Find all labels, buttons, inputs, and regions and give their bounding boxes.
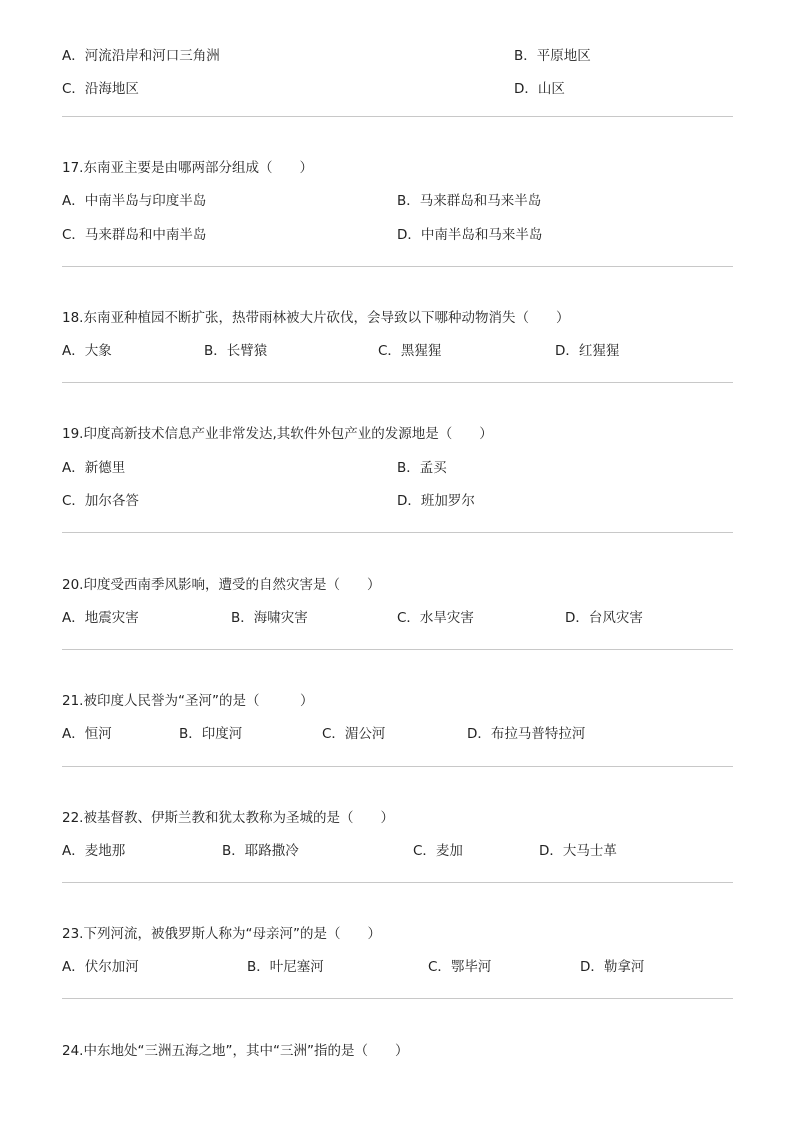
question-divider <box>62 532 733 533</box>
q17-option-a[interactable]: A．中南半岛与印度半岛 <box>62 193 207 209</box>
q18-option-b[interactable]: B．长臂猿 <box>204 343 268 359</box>
q16-option-c[interactable]: C．沿海地区 <box>62 81 139 97</box>
question-divider <box>62 116 733 117</box>
q22-option-d[interactable]: D．大马士革 <box>539 843 617 859</box>
q22-stem: 22.被基督教、伊斯兰教和犹太教称为圣城的是（ ） <box>62 810 394 826</box>
q23-option-a[interactable]: A．伏尔加河 <box>62 959 139 975</box>
q21-option-c[interactable]: C．湄公河 <box>322 726 386 742</box>
q17-stem: 17.东南亚主要是由哪两部分组成（ ） <box>62 160 313 176</box>
q24-stem: 24.中东地处“三洲五海之地”，其中“三洲”指的是（ ） <box>62 1043 409 1059</box>
q22-option-c[interactable]: C．麦加 <box>413 843 463 859</box>
q22-option-b[interactable]: B．耶路撒冷 <box>222 843 299 859</box>
question-divider <box>62 766 733 767</box>
question-divider <box>62 266 733 267</box>
q20-option-a[interactable]: A．地震灾害 <box>62 610 139 626</box>
q18-option-a[interactable]: A．大象 <box>62 343 112 359</box>
q23-stem: 23.下列河流，被俄罗斯人称为“母亲河”的是（ ） <box>62 926 381 942</box>
q17-option-c[interactable]: C．马来群岛和中南半岛 <box>62 227 207 243</box>
q16-option-a[interactable]: A．河流沿岸和河口三角洲 <box>62 48 220 64</box>
q20-option-d[interactable]: D．台风灾害 <box>565 610 643 626</box>
q18-option-d[interactable]: D．红猩猩 <box>555 343 620 359</box>
q19-option-b[interactable]: B．孟买 <box>397 460 447 476</box>
q19-option-d[interactable]: D．班加罗尔 <box>397 493 475 509</box>
q18-option-c[interactable]: C．黑猩猩 <box>378 343 442 359</box>
question-divider <box>62 998 733 999</box>
q19-stem: 19.印度高新技术信息产业非常发达,其软件外包产业的发源地是（ ） <box>62 426 493 442</box>
q21-option-a[interactable]: A．恒河 <box>62 726 112 742</box>
q19-option-a[interactable]: A．新德里 <box>62 460 126 476</box>
question-divider <box>62 649 733 650</box>
q20-option-c[interactable]: C．水旱灾害 <box>397 610 474 626</box>
q17-option-d[interactable]: D．中南半岛和马来半岛 <box>397 227 543 243</box>
question-divider <box>62 382 733 383</box>
question-divider <box>62 882 733 883</box>
q21-option-d[interactable]: D．布拉马普特拉河 <box>467 726 586 742</box>
q20-option-b[interactable]: B．海啸灾害 <box>231 610 308 626</box>
q21-stem: 21.被印度人民誉为“圣河”的是（ ） <box>62 693 314 709</box>
q20-stem: 20.印度受西南季风影响，遭受的自然灾害是（ ） <box>62 577 381 593</box>
q23-option-c[interactable]: C．鄂毕河 <box>428 959 492 975</box>
q22-option-a[interactable]: A．麦地那 <box>62 843 126 859</box>
q16-option-d[interactable]: D．山区 <box>514 81 565 97</box>
q21-option-b[interactable]: B．印度河 <box>179 726 243 742</box>
q23-option-b[interactable]: B．叶尼塞河 <box>247 959 324 975</box>
q23-option-d[interactable]: D．勒拿河 <box>580 959 645 975</box>
q16-option-b[interactable]: B．平原地区 <box>514 48 591 64</box>
q17-option-b[interactable]: B．马来群岛和马来半岛 <box>397 193 542 209</box>
q19-option-c[interactable]: C．加尔各答 <box>62 493 139 509</box>
q18-stem: 18.东南亚种植园不断扩张，热带雨林被大片砍伐，会导致以下哪种动物消失（ ） <box>62 310 570 326</box>
